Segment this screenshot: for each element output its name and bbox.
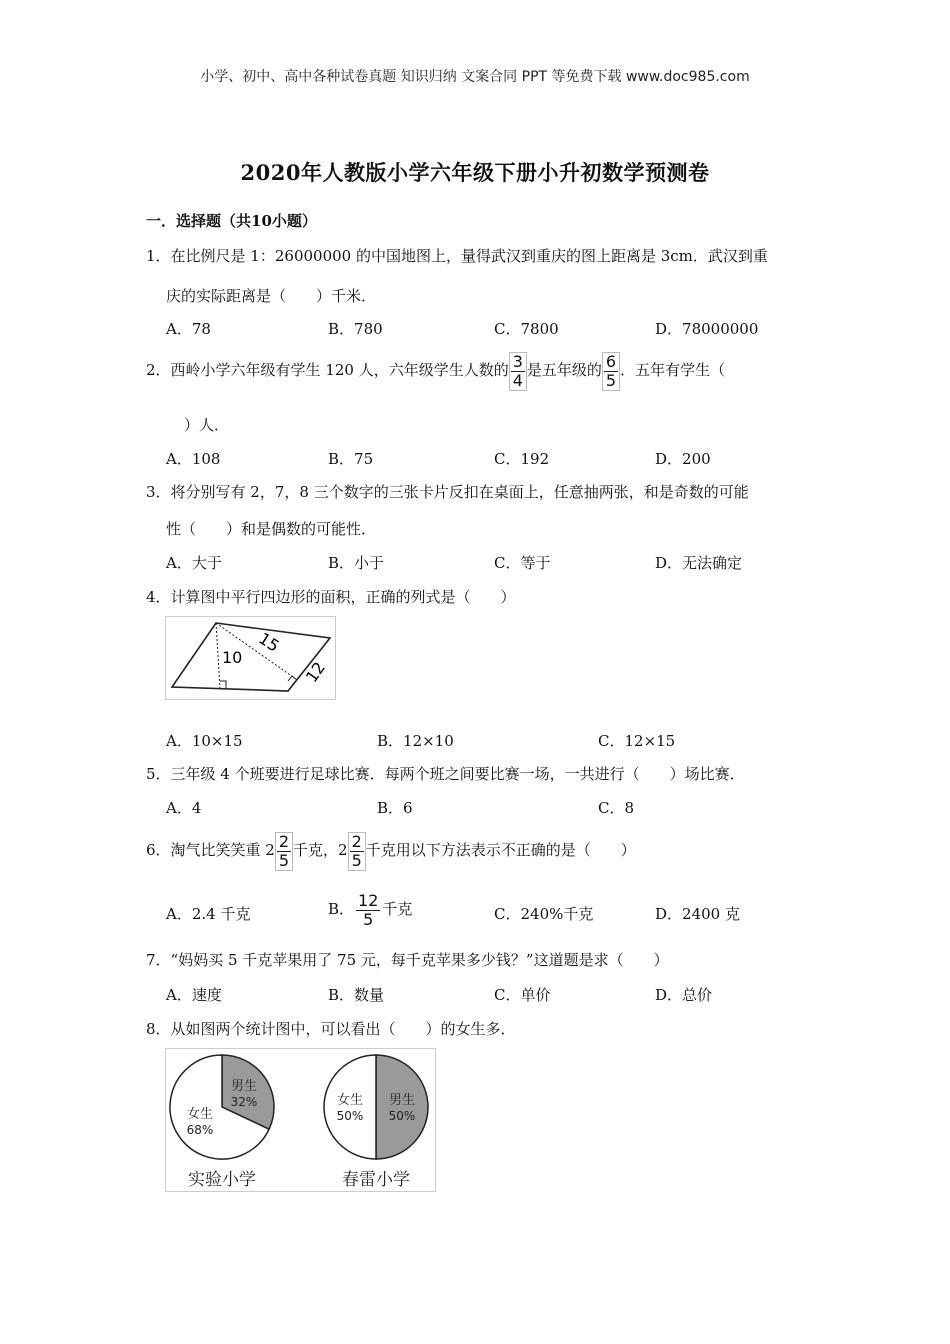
q2-text-part1: 2．西岭小学六年级有学生 120 人，六年级学生人数的 bbox=[146, 361, 509, 379]
q2-option-c: C．192 bbox=[494, 450, 550, 468]
fraction-denominator: 4 bbox=[512, 370, 523, 390]
question-1-line2: 庆的实际距离是（ ）千米． bbox=[166, 287, 377, 305]
q6-text-part1: 6．淘气比笑笑重 2 bbox=[146, 841, 275, 859]
question-1-line1: 1．在比例尺是 1：26000000 的中国地图上，量得武汉到重庆的图上距离是 3cm．武汉到重 bbox=[146, 247, 768, 265]
fraction-denominator: 5 bbox=[363, 909, 374, 929]
pie-slice-label: 男生 bbox=[388, 1093, 416, 1108]
question-3-line1: 3．将分别写有 2，7，8 三个数字的三张卡片反扣在桌面上，任意抽两张，和是奇数的可能 bbox=[146, 483, 749, 501]
q6-option-d: D．2400 克 bbox=[655, 905, 740, 923]
question-8-line1: 8．从如图两个统计图中，可以看出（ ）的女生多． bbox=[146, 1020, 516, 1038]
q6-text-part2: 千克，2 bbox=[293, 841, 348, 859]
q1-option-c: C．7800 bbox=[494, 320, 559, 338]
fraction-numerator: 12 bbox=[358, 890, 379, 910]
fraction-numerator: 2 bbox=[278, 831, 290, 851]
q1-option-a: A．78 bbox=[166, 320, 211, 338]
parallelogram-shape bbox=[172, 623, 330, 691]
pie-chart-title: 实验小学 bbox=[188, 1170, 256, 1190]
q6-text-part3: 千克用以下方法表示不正确的是（ ） bbox=[365, 841, 636, 859]
pie-charts-svg bbox=[166, 1049, 435, 1191]
fraction-denominator: 5 bbox=[278, 850, 290, 870]
pie-chart-title: 春雷小学 bbox=[342, 1170, 410, 1190]
q6-option-b bbox=[328, 885, 412, 933]
q1-option-b: B．780 bbox=[328, 320, 383, 338]
q6-fraction-2 bbox=[348, 832, 366, 871]
q3-option-d: D．无法确定 bbox=[655, 554, 743, 572]
q4-option-a: A．10×15 bbox=[166, 732, 243, 750]
label-side: 12 bbox=[301, 658, 330, 686]
q7-option-a: A．速度 bbox=[166, 986, 222, 1004]
height-line bbox=[216, 623, 220, 688]
pie-slice-value: 50% bbox=[388, 1109, 416, 1123]
pie-slice-value: 50% bbox=[336, 1109, 364, 1123]
q4-option-c: C．12×15 bbox=[598, 732, 676, 750]
pie-slice-label: 男生 bbox=[230, 1079, 258, 1095]
question-3-line2: 性（ ）和是偶数的可能性． bbox=[166, 520, 377, 538]
section-heading: 一．选择题（共10小题） bbox=[146, 212, 317, 230]
page-title: 2020年人教版小学六年级下册小升初数学预测卷 bbox=[240, 160, 710, 185]
parallelogram-figure bbox=[165, 616, 336, 700]
q2-fraction-2 bbox=[602, 352, 620, 391]
pie-slice-label: 女生 bbox=[186, 1106, 214, 1122]
q7-option-b: B．数量 bbox=[328, 986, 385, 1004]
pie-slice-value: 32% bbox=[230, 1095, 258, 1110]
q6-option-b-prefix: B． bbox=[328, 900, 355, 918]
q5-option-c: C．8 bbox=[598, 799, 635, 817]
q2-option-b: B．75 bbox=[328, 450, 374, 468]
q2-option-a: A．108 bbox=[166, 450, 221, 468]
question-2-line1 bbox=[146, 348, 725, 392]
q6-option-a: A．2.4 千克 bbox=[166, 905, 251, 923]
q6-option-b-suffix: 千克 bbox=[382, 900, 413, 918]
fraction-numerator: 6 bbox=[605, 351, 617, 371]
page-header: 小学、初中、高中各种试卷真题 知识归纳 文案合同 PPT 等免费下载 www.doc985.com bbox=[200, 69, 750, 85]
label-height: 10 bbox=[222, 648, 243, 667]
pie-slice-value: 68% bbox=[186, 1122, 214, 1137]
fraction-numerator: 3 bbox=[512, 351, 523, 371]
q5-option-a: A．4 bbox=[166, 799, 202, 817]
q5-option-b: B．6 bbox=[377, 799, 413, 817]
label-diagonal: 15 bbox=[255, 628, 283, 656]
q2-fraction-1 bbox=[509, 352, 527, 391]
question-7-line1: 7．“妈妈买 5 千克苹果用了 75 元，每千克苹果多少钱？”这道题是求（ ） bbox=[146, 951, 669, 969]
pie-charts-figure bbox=[165, 1048, 436, 1192]
q2-option-d: D．200 bbox=[655, 450, 711, 468]
question-2-line2: ）人． bbox=[184, 416, 230, 434]
q3-option-c: C．等于 bbox=[494, 554, 551, 572]
question-5-line1: 5．三年级 4 个班要进行足球比赛．每两个班之间要比赛一场，一共进行（ ）场比赛． bbox=[146, 765, 745, 783]
fraction-denominator: 5 bbox=[351, 850, 362, 870]
q4-option-b: B．12×10 bbox=[377, 732, 454, 750]
q2-text-part2: 是五年级的 bbox=[526, 361, 602, 379]
question-6-line1 bbox=[146, 828, 636, 872]
right-angle-mark bbox=[220, 681, 226, 688]
q7-option-c: C．单价 bbox=[494, 986, 551, 1004]
parallelogram-svg bbox=[166, 617, 335, 699]
q6-fraction-1 bbox=[275, 832, 293, 871]
q7-option-d: D．总价 bbox=[655, 986, 713, 1004]
fraction-denominator: 5 bbox=[605, 370, 617, 390]
fraction-numerator: 2 bbox=[351, 831, 362, 851]
q6-option-b-fraction bbox=[354, 891, 382, 930]
q1-option-d: D．78000000 bbox=[655, 320, 759, 338]
q3-option-a: A．大于 bbox=[166, 554, 222, 572]
question-4-line1: 4．计算图中平行四边形的面积，正确的列式是（ ） bbox=[146, 588, 516, 606]
q2-text-part3: ．五年有学生（ bbox=[620, 361, 726, 379]
pie-slice-label: 女生 bbox=[336, 1093, 364, 1108]
q6-option-c: C．240%千克 bbox=[494, 905, 594, 923]
q3-option-b: B．小于 bbox=[328, 554, 385, 572]
